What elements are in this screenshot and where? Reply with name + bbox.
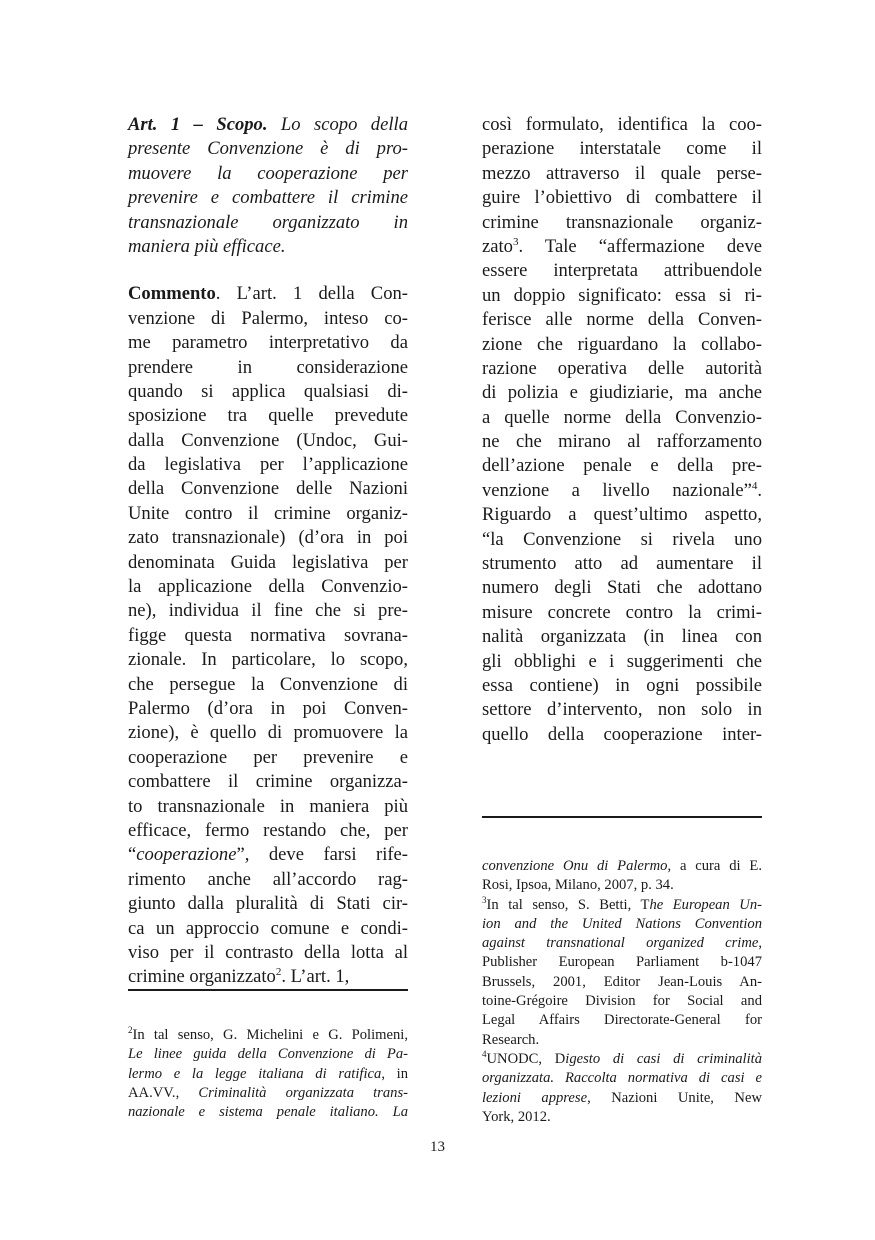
page-number: 13 [430,1139,445,1155]
right-column: così formulato, identifica la coo- perazione interstatale come il mezzo attraverso il quale perse- guire l’obiettivo di combattere il crimine transnazionale organiz- zato$^3$. Tale “affermazione deve essere interpretata attribuendole un doppio significato: essa si ri- ferisce alle norme della Conven- zione che riguardano la collabo- razione operativa delle autorità di polizia e giudiziarie, ma anche a quelle norme della Convenzio- ne che mirano al rafforzamento dell’azione penale e della pre- venzione a livello nazionale”$^4$. Riguardo a quest’ultimo aspetto, “la Convenzione si rivela uno strumento atto ad aumentare il numero degli Stati che adottano misure concrete contro la crimi- nalità organizzata (in linea con gli obblighi e i suggerimenti che essa contiene) in ogni possibile settore d’intervento, non solo in quello della cooperazione inter- [482,114,762,745]
footnote-separator-left [128,989,408,991]
italic-term: cooperazione [136,844,237,866]
footnote-marker-3: 3 [482,894,487,905]
comment-heading: Commento [128,283,216,305]
footnote-marker: 2 [128,1025,133,1035]
footnote-marker-4: 4 [482,1048,487,1059]
comment-paragraph: Commento. L’art. 1 della Con- venzione di Palermo, inteso co- me parametro interpretativo da prendere in considerazione quando si applica qualsiasi di- sposizione tra quelle prevedute dalla Convenzione (Undoc, Gui- da legislativa per l’applicazione della Convenzione delle Nazioni Unite contro il crimine organiz- zato transnazionale) (d’ora in poi denominata Guida legislativa per la applicazione della Convenzio- ne), individua il fine che si pre- figge questa normativa sovrana- zionale. In particolare, lo scopo, che persegue la Convenzione di Palermo (d’ora in poi Conven- zione), è quello di promuovere la cooperazione per prevenire e combattere il crimine organizza- to transnazionale in maniera più efficace, fermo restando che, per “cooperazione”, deve farsi rife- rimento anche all’accordo rag- giunto dalla pluralità di Stati cir- ca un approccio comune e condi- viso per il contrasto della lotta al crimine organizzato$^2$. L’art. 1, [128,282,408,989]
footnote-2: $^2$In tal senso, G. Michelini e G. Polimeni, Le linee guida della Convenzione di Pa- lermo e la legge italiana di ratifica, in AA.VV., Criminalità organizzata trans- nazionale e sistema penale italiano. La [128,1025,408,1121]
footnote-separator-right [482,816,762,818]
article-heading: Art. 1 – Scopo. [128,114,268,135]
footnote-ref-2[interactable]: 2 [275,966,282,979]
comment-last-line: crimine organizzato$^2$. L’art. 1, [128,966,350,988]
footnote-ref-3[interactable]: 3 [512,235,519,248]
left-column [128,113,408,990]
article-1-text: Art. 1 – Scopo. Lo scopo della presente Convenzione è di pro- muovere la cooperazione per prevenire e combattere il crimine transnazionale organizzato in maniera più efficace. [128,114,408,257]
footnotes-right: convenzione Onu di Palermo, a cura di E. Rosi, Ipsoa, Milano, 2007, p. 34. $^3$In tal senso, S. Betti, The European Un- ion and the United Nations Convention against transnational organized crime, Publisher European Parliament b-1047 Brussels, 2001, Editor Jean-Louis An- toine-Grégoire Division for Social and Legal Affairs Directorate-General for Research. $^4$UNODC, Digesto di casi di criminalità organizzata. Raccolta normativa di casi e lezioni apprese, Nazioni Unite, New York, 2012. [482,858,762,1125]
footnote-ref-4[interactable]: 4 [751,479,758,492]
